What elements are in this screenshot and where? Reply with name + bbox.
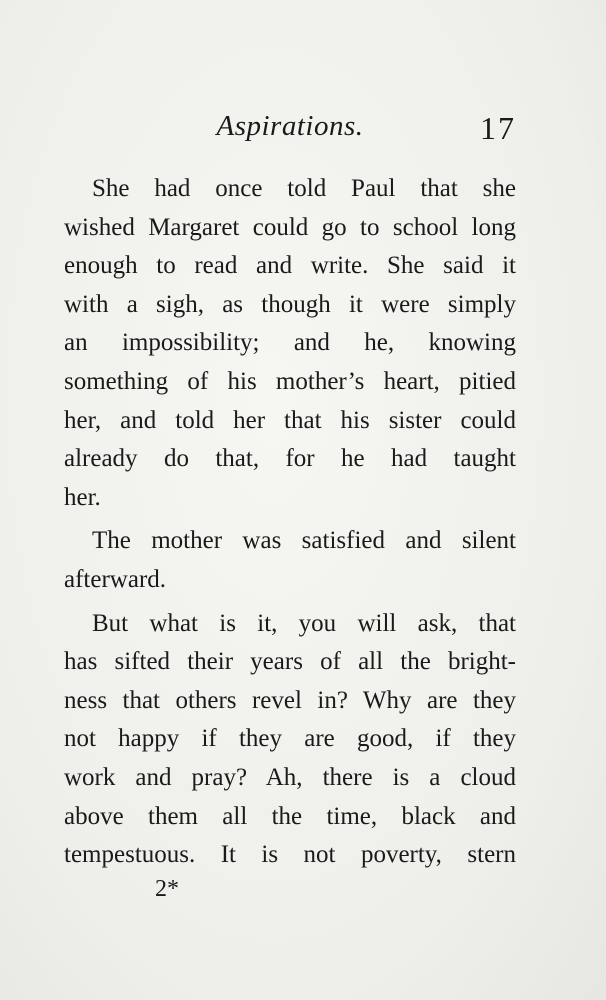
text-line: her. — [64, 483, 101, 511]
text-line: not happy if they are good, if they — [64, 725, 516, 753]
text-line: wished Margaret could go to school long — [64, 213, 516, 241]
text-line: enough to read and write. She said it — [64, 252, 516, 280]
text-line: above them all the time, black and — [64, 802, 516, 830]
running-head — [64, 110, 516, 150]
text-line: an impossibility; and he, knowing — [64, 329, 516, 357]
running-title: Aspirations. — [216, 110, 364, 142]
text-line: work and pray? Ah, there is a cloud — [64, 763, 516, 791]
text-line: The mother was satisfied and silent — [92, 527, 516, 555]
paragraph-1 — [64, 170, 516, 517]
text-line: something of his mother’s heart, pitied — [64, 367, 516, 395]
text-line: already do that, for he had taught — [64, 445, 516, 473]
paragraph-2 — [64, 522, 516, 599]
signature-mark: 2* — [155, 876, 179, 902]
body-text — [64, 170, 516, 880]
text-line: afterward. — [64, 565, 167, 593]
page-number: 17 — [480, 110, 516, 146]
text-line: But what is it, you will ask, that — [92, 609, 516, 637]
text-line: with a sigh, as though it were simply — [64, 290, 516, 318]
text-line: tempestuous. It is not poverty, stern — [64, 841, 516, 869]
paragraph-3 — [64, 605, 516, 875]
text-line: She had once told Paul that she — [92, 175, 516, 202]
text-line: has sifted their years of all the bright- — [64, 648, 516, 676]
text-line: ness that others revel in? Why are they — [64, 686, 516, 714]
text-line: her, and told her that his sister could — [64, 406, 516, 434]
